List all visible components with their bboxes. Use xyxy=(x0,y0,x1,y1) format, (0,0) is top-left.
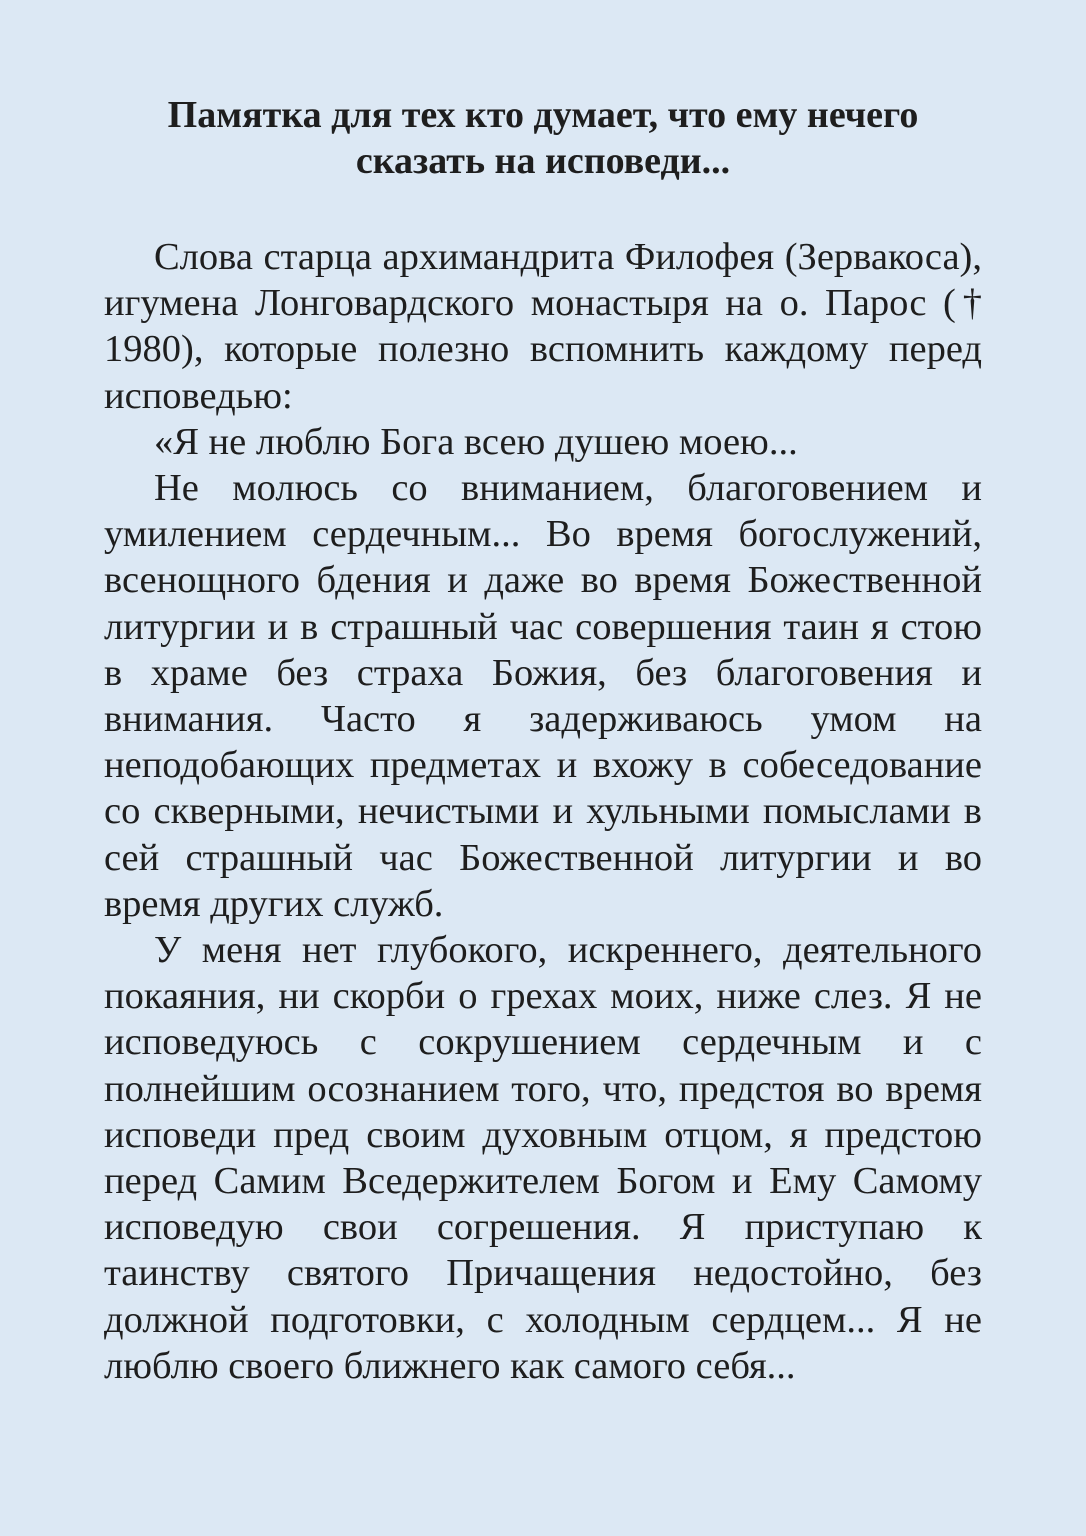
title-line-2: сказать на исповеди... xyxy=(355,140,731,182)
paragraph-repentance: У меня нет глубокого, искреннего, деятельного покаяния, ни скорби о грехах моих, ниже слез. Я не исповедуюсь с сокрушением сердечным и с полнейшим осознанием того, что, предстоя во время исповеди пред своим духовным отцом, я предстою перед Самим Вседержителем Богом и Ему Самому исповедую свои согрешения. Я приступаю к таинству святого Причащения недостойно, без должной подготовки, с холодным сердцем... Я не люблю своего ближнего как самого себя... xyxy=(104,929,982,1387)
document-title xyxy=(104,92,982,184)
paragraph-prayer: Не молюсь со вниманием, благоговением и умилением сердечным... Во время богослужений, всенощного бдения и даже во время Божественной литургии и в страшный час совершения таин я стою в храме без страха Божия, без благоговения и внимания. Часто я задерживаюсь умом на неподобающих предметах и вхожу в собеседование со скверными, нечистыми и хульными помыслами в сей страшный час Божественной литургии и во время других служб. xyxy=(104,467,982,925)
paragraph-quote-start: «Я не люблю Бога всею душею моею... xyxy=(154,420,798,463)
title-line-1: Памятка для тех кто думает, что ему нечего xyxy=(167,94,919,136)
document-body xyxy=(104,234,982,1389)
paragraph-intro: Слова старца архимандрита Филофея (Зервакоса), игумена Лонговардского монастыря на о. Парос († 1980), которые полезно вспомнить каждому перед исповедью: xyxy=(104,236,982,417)
